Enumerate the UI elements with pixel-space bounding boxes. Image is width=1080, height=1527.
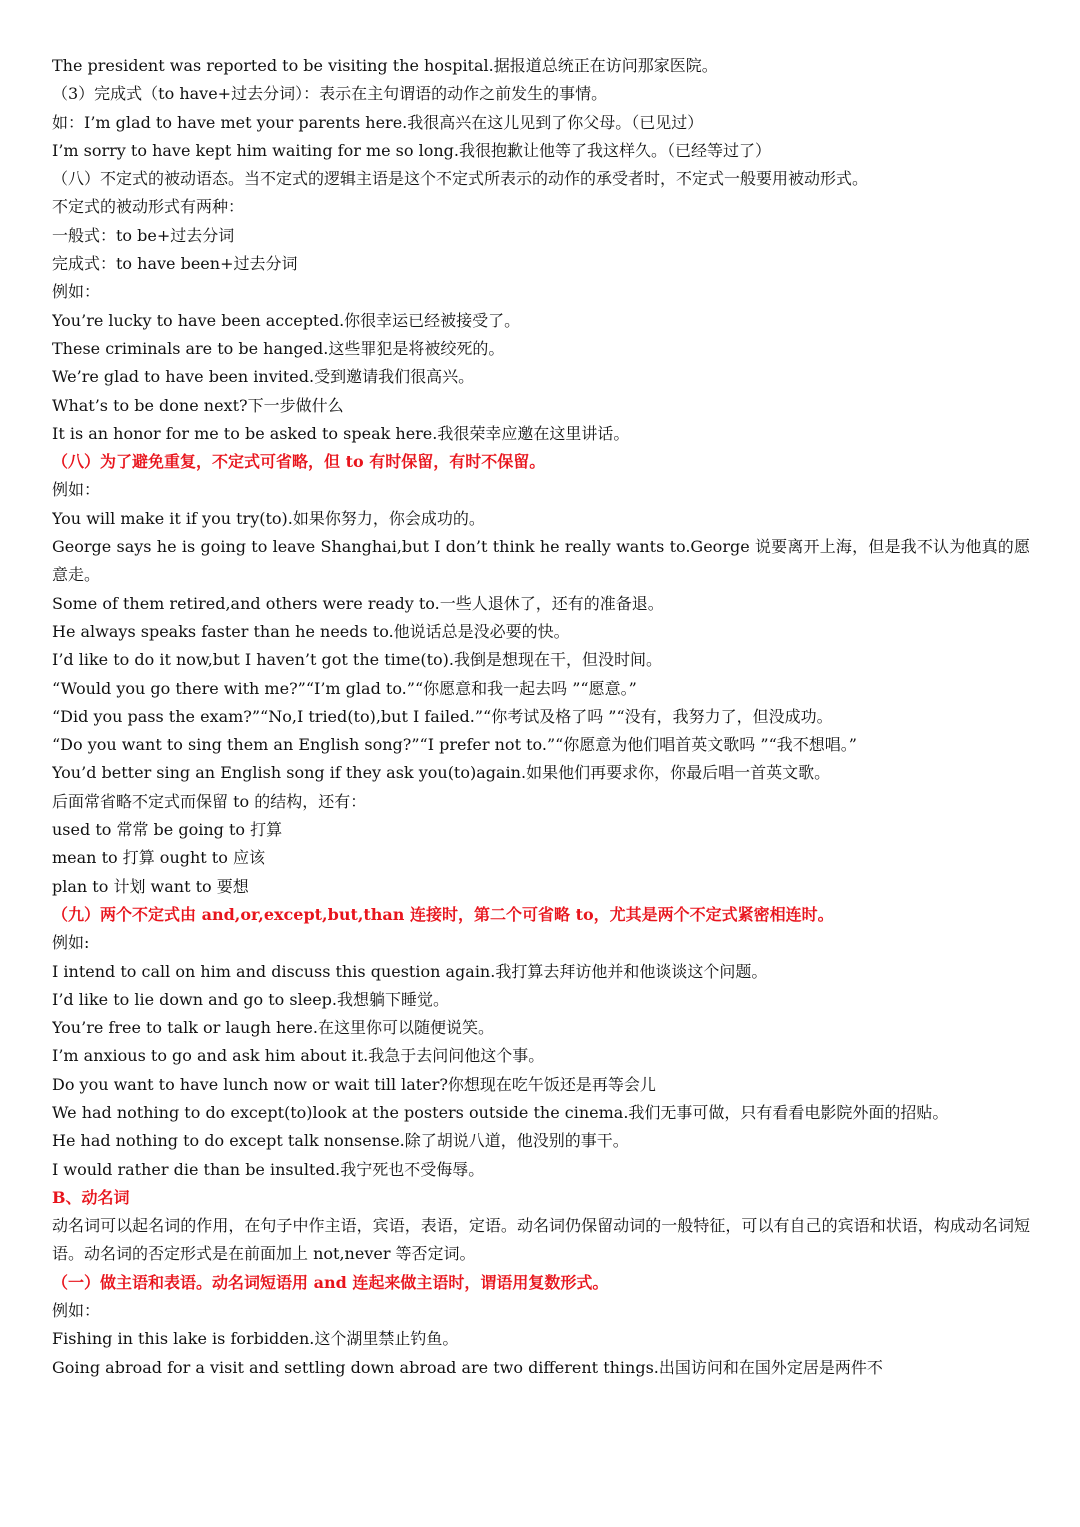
text-line: plan to 计划 want to 要想 [52, 876, 249, 896]
text-line: I’m anxious to go and ask him about it.我急于去问问他这个事。 [52, 1046, 545, 1066]
text-line: 如：I’m glad to have met your parents here.我很高兴在这儿见到了你父母。（已见过） [52, 112, 704, 132]
text-line: （八）不定式的被动语态。当不定式的逻辑主语是这个不定式所表示的动作的承受者时，不定式一般要用被动形式。 [52, 169, 869, 189]
text-line: Going abroad for a visit and settling down abroad are two different things.出国访问和在国外定居是两件不 [52, 1357, 883, 1377]
text-line: You’re lucky to have been accepted.你很幸运已经被接受了。 [52, 310, 521, 330]
section-heading: （一）做主语和表语。动名词短语用 and 连起来做主语时，谓语用复数形式。 [52, 1272, 609, 1292]
text-line: You’re free to talk or laugh here.在这里你可以随便说笑。 [52, 1018, 494, 1038]
text-line: 例如： [52, 480, 101, 500]
text-line: These criminals are to be hanged.这些罪犯是将被绞死的。 [52, 338, 505, 358]
text-line: 完成式：to have been+过去分词 [52, 254, 298, 274]
text-line: It is an honor for me to be asked to speak here.我很荣幸应邀在这里讲话。 [52, 423, 630, 443]
text-line: You will make it if you try(to).如果你努力，你会成功的。 [52, 508, 485, 528]
text-line: I’m sorry to have kept him waiting for me so long.我很抱歉让他等了我这样久。（已经等过了） [52, 140, 771, 160]
text-line: 不定式的被动形式有两种： [52, 197, 245, 217]
text-line: mean to 打算 ought to 应该 [52, 848, 265, 868]
text-line: Fishing in this lake is forbidden.这个湖里禁止钓鱼。 [52, 1329, 459, 1349]
section-heading: （八）为了避免重复，不定式可省略，但 to 有时保留，有时不保留。 [52, 452, 546, 472]
text-line: You’d better sing an English song if they ask you(to)again.如果他们再要求你，你最后唱一首英文歌。 [52, 763, 831, 783]
text-line: used to 常常 be going to 打算 [52, 820, 283, 840]
section-heading: B、动名词 [52, 1187, 130, 1207]
text-line: I intend to call on him and discuss this question again.我打算去拜访他并和他谈谈这个问题。 [52, 961, 768, 981]
text-line: 例如： [52, 282, 101, 302]
text-line: Do you want to have lunch now or wait till later?你想现在吃午饭还是再等会儿 [52, 1074, 656, 1094]
text-line: He had nothing to do except talk nonsense.除了胡说八道，他没别的事干。 [52, 1131, 629, 1151]
text-line: I’d like to do it now,but I haven’t got the time(to).我倒是想现在干，但没时间。 [52, 650, 663, 670]
text-line: We had nothing to do except(to)look at the posters outside the cinema.我们无事可做，只有看看电影院外面的招贴。 [52, 1102, 949, 1122]
text-line: 一般式：to be+过去分词 [52, 225, 235, 245]
text-line: Some of them retired,and others were ready to.一些人退休了，还有的准备退。 [52, 593, 664, 613]
text-line: “Would you go there with me?”“I’m glad to.”“你愿意和我一起去吗 ”“愿意。” [52, 678, 637, 698]
section-heading: （九）两个不定式由 and,or,except,but,than 连接时，第二个可省略 to，尤其是两个不定式紧密相连时。 [52, 904, 834, 924]
text-line: We’re glad to have been invited.受到邀请我们很高兴。 [52, 367, 475, 387]
text-line: 动名词可以起名词的作用，在句子中作主语，宾语，表语，定语。动名词仍保留动词的一般特征，可以有自己的宾语和状语，构成动名词短语。动名词的否定形式是在前面加上 not,never 等否定词。 [52, 1216, 1030, 1264]
text-line: I would rather die than be insulted.我宁死也不受侮辱。 [52, 1159, 485, 1179]
text-line: 例如: [52, 933, 90, 953]
text-line: “Did you pass the exam?”“No,I tried(to),but I failed.”“你考试及格了吗 ”“没有，我努力了，但没成功。 [52, 706, 833, 726]
text-line: “Do you want to sing them an English song?”“I prefer not to.”“你愿意为他们唱首英文歌吗 ”“我不想唱。” [52, 735, 857, 755]
text-line: I’d like to lie down and go to sleep.我想躺下睡觉。 [52, 989, 449, 1009]
text-line: George says he is going to leave Shanghai,but I don’t think he really wants to.George 说要离开上海，但是我不认为他真的愿意走。 [52, 537, 1030, 585]
text-line: 后面常省略不定式而保留 to 的结构，还有： [52, 791, 367, 811]
text-line: He always speaks faster than he needs to.他说话总是没必要的快。 [52, 621, 570, 641]
text-line: The president was reported to be visiting the hospital.据报道总统正在访问那家医院。 [52, 56, 718, 75]
text-line: 例如： [52, 1301, 101, 1321]
text-line: What’s to be done next?下一步做什么 [52, 395, 344, 415]
text-line: （3）完成式（to have+过去分词）：表示在主句谓语的动作之前发生的事情。 [52, 84, 608, 104]
